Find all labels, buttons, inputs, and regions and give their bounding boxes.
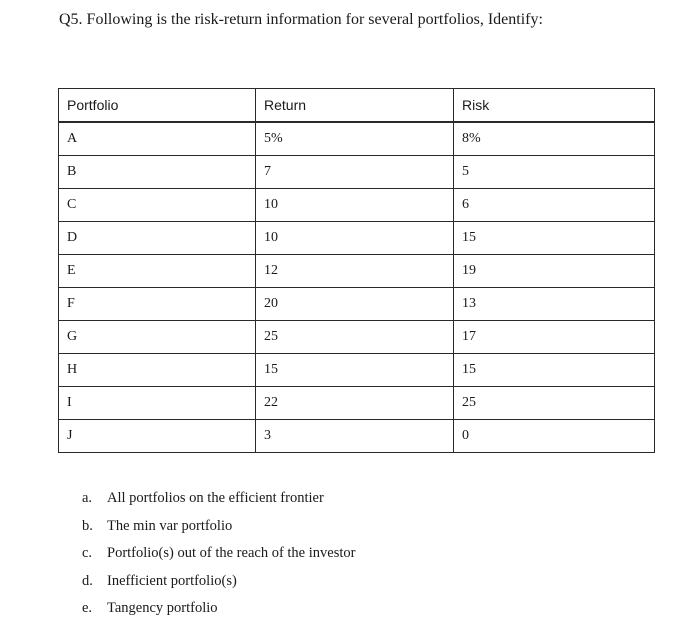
cell-portfolio: G <box>59 321 256 354</box>
sub-question-text: Tangency portfolio <box>107 600 218 616</box>
cell-return: 7 <box>256 156 454 189</box>
sub-question-text: All portfolios on the efficient frontier <box>107 490 324 506</box>
sub-question-letter: b. <box>82 517 93 534</box>
table-row <box>59 255 655 288</box>
risk-return-table <box>58 88 655 453</box>
sub-question-item <box>82 515 355 543</box>
cell-return: 5% <box>256 122 454 156</box>
cell-portfolio: B <box>59 156 256 189</box>
cell-return: 3 <box>256 420 454 453</box>
sub-question-letter: d. <box>82 572 93 589</box>
cell-portfolio: D <box>59 222 256 255</box>
cell-risk: 5 <box>454 156 655 189</box>
cell-portfolio: J <box>59 420 256 453</box>
table-row <box>59 321 655 354</box>
cell-risk: 15 <box>454 222 655 255</box>
cell-return: 25 <box>256 321 454 354</box>
cell-return: 22 <box>256 387 454 420</box>
cell-risk: 6 <box>454 189 655 222</box>
cell-risk: 19 <box>454 255 655 288</box>
sub-question-letter: e. <box>82 600 93 616</box>
table-row <box>59 222 655 255</box>
cell-portfolio: F <box>59 288 256 321</box>
header-return: Return <box>256 89 454 123</box>
sub-question-text: The min var portfolio <box>107 517 233 534</box>
sub-question-list <box>82 487 355 625</box>
cell-return: 15 <box>256 354 454 387</box>
cell-portfolio: C <box>59 189 256 222</box>
table-row <box>59 288 655 321</box>
table-row <box>59 189 655 222</box>
sub-question-item <box>82 597 355 625</box>
table-row <box>59 354 655 387</box>
cell-portfolio: A <box>59 122 256 156</box>
cell-risk: 25 <box>454 387 655 420</box>
sub-question-item <box>82 570 355 598</box>
question-title: Q5. Following is the risk-return information for several portfolios, Identify: <box>59 11 543 28</box>
cell-return: 10 <box>256 189 454 222</box>
cell-return: 10 <box>256 222 454 255</box>
sub-question-item <box>82 542 355 570</box>
table-row <box>59 420 655 453</box>
cell-return: 20 <box>256 288 454 321</box>
table-row <box>59 156 655 189</box>
table-row <box>59 387 655 420</box>
cell-risk: 13 <box>454 288 655 321</box>
sub-question-text: Inefficient portfolio(s) <box>107 572 237 589</box>
header-risk: Risk <box>454 89 655 123</box>
cell-risk: 0 <box>454 420 655 453</box>
table-header-row <box>59 89 655 123</box>
cell-risk: 17 <box>454 321 655 354</box>
cell-risk: 8% <box>454 122 655 156</box>
header-portfolio: Portfolio <box>59 89 256 123</box>
sub-question-letter: a. <box>82 490 93 506</box>
cell-portfolio: H <box>59 354 256 387</box>
cell-risk: 15 <box>454 354 655 387</box>
table-row <box>59 122 655 156</box>
cell-return: 12 <box>256 255 454 288</box>
sub-question-text: Portfolio(s) out of the reach of the investor <box>107 545 356 561</box>
sub-question-item <box>82 487 355 515</box>
cell-portfolio: E <box>59 255 256 288</box>
cell-portfolio: I <box>59 387 256 420</box>
sub-question-letter: c. <box>82 545 93 561</box>
